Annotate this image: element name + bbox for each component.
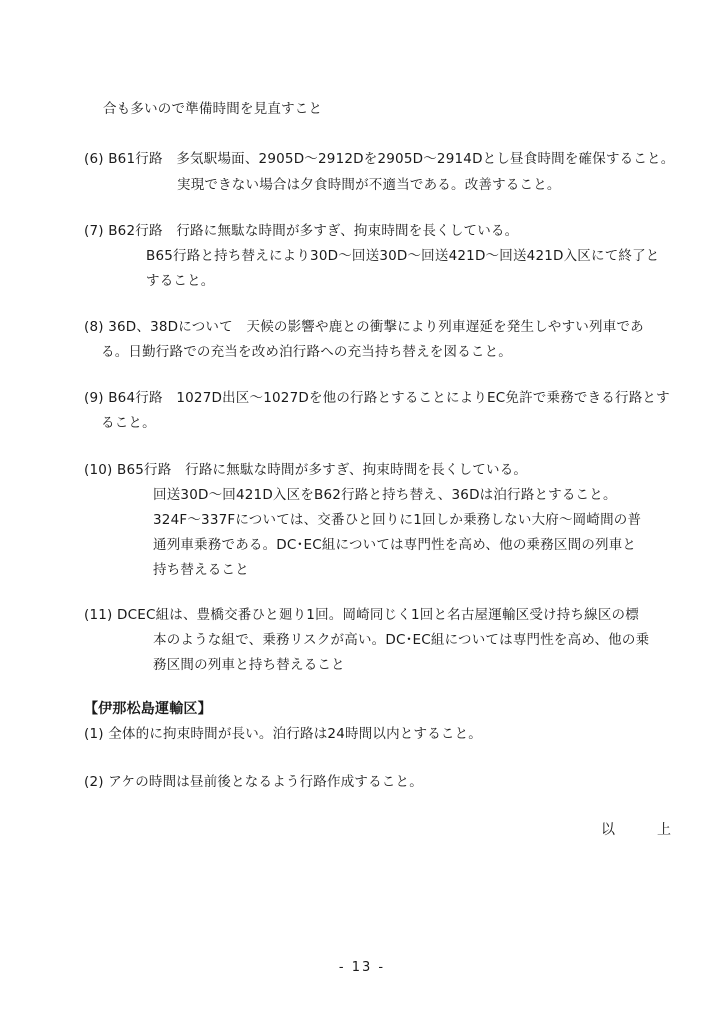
text-line-6: すること。 bbox=[146, 273, 215, 289]
text-line-5: B65行路と持ち替えにより30D～回送30D～回送421D～回送421D入区にて終了と bbox=[146, 248, 660, 264]
text-line-1: 合も多いので準備時間を見直すこと bbox=[103, 101, 323, 117]
text-line-20: (2) アケの時間は昼前後となるよう行路作成すること。 bbox=[84, 774, 423, 790]
text-line-13: 324F～337Fについては、交番ひと回りに1回しか乗務しない大府～岡崎間の普 bbox=[153, 512, 642, 528]
text-line-9: (9) B64行路 1027D出区～1027Dを他の行路とすることによりEC免許で乗務できる行路とす bbox=[84, 390, 670, 406]
text-line-12: 回送30D～回421D入区をB62行路と持ち替え、36Dは泊行路とすること。 bbox=[153, 487, 617, 503]
text-line-18: 務区間の列車と持ち替えること bbox=[153, 657, 345, 673]
text-line-7: (8) 36D、38Dについて 天候の影響や鹿との衝撃により列車遅延を発生しやすい列車であ bbox=[84, 319, 644, 335]
page-number: - 13 - bbox=[338, 960, 386, 975]
text-line-17: 本のような組で、乗務リスクが高い。DC･EC組については専門性を高め、他の乗 bbox=[153, 632, 650, 648]
text-line-2: (6) B61行路 多気駅場面、2905D～2912Dを2905D～2914Dとし昼食時間を確保すること。 bbox=[84, 151, 675, 167]
closing-text: 以 上 bbox=[601, 822, 685, 838]
text-line-4: (7) B62行路 行路に無駄な時間が多すぎ、拘束時間を長くしている。 bbox=[84, 223, 519, 239]
text-line-11: (10) B65行路 行路に無駄な時間が多すぎ、拘束時間を長くしている。 bbox=[84, 462, 528, 478]
text-line-16: (11) DCEC組は、豊橋交番ひと廻り1回。岡崎同じく1回と名古屋運輸区受け持ち線区の標 bbox=[84, 607, 639, 623]
text-line-19: (1) 全体的に拘束時間が長い。泊行路は24時間以内とすること。 bbox=[84, 726, 482, 742]
text-line-3: 実現できない場合は夕食時間が不適当である。改善すること。 bbox=[177, 177, 561, 193]
section-heading-ina-matsushima: 【伊那松島運輸区】 bbox=[84, 701, 212, 717]
text-line-10: ること。 bbox=[101, 415, 156, 431]
text-line-15: 持ち替えること bbox=[153, 562, 249, 578]
text-line-8: る。日勤行路での充当を改め泊行路への充当持ち替えを図ること。 bbox=[101, 344, 512, 360]
text-line-14: 通列車乗務である。DC･EC組については専門性を高め、他の乗務区間の列車と bbox=[153, 537, 637, 553]
